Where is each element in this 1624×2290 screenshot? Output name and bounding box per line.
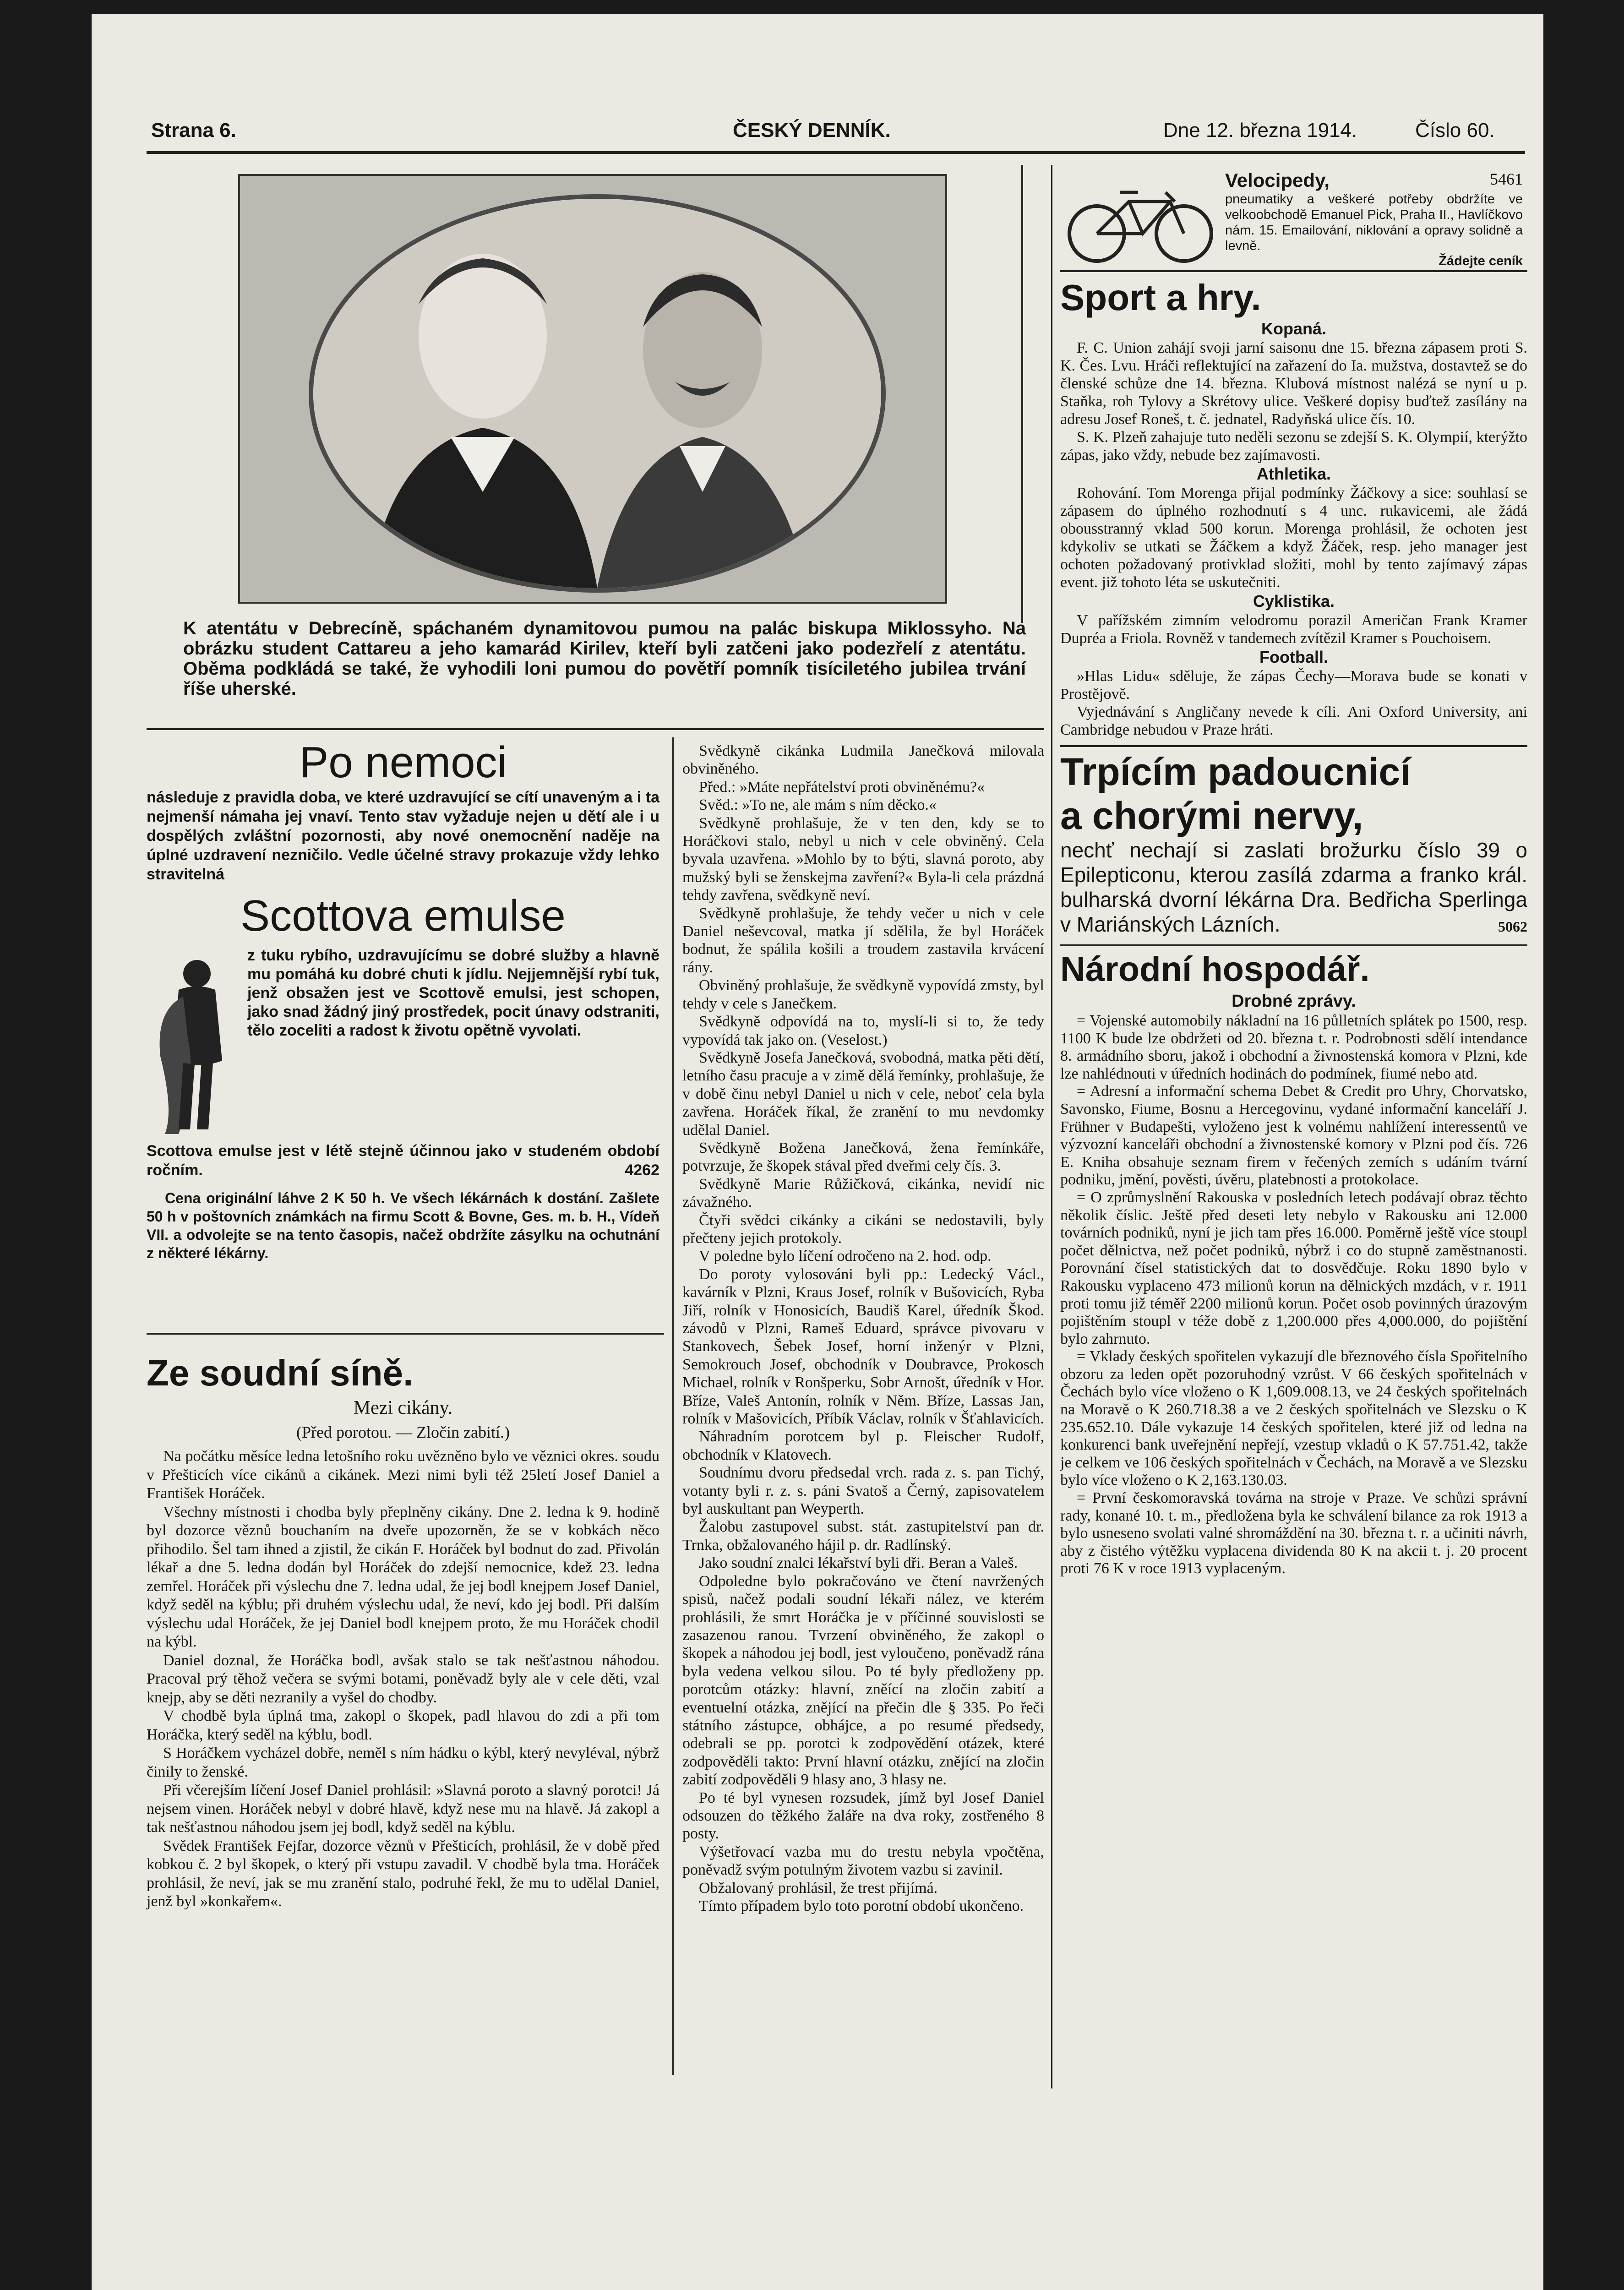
bicycle-ad-cta: Žádejte ceník [1439, 254, 1523, 268]
court-cont-paragraph: Svěd.: »To ne, ale mám s ním děcko.« [699, 796, 937, 814]
sport-heading-kopana: Kopaná. [1261, 319, 1326, 338]
two-men-portrait-image [313, 199, 881, 588]
court-cont-paragraph: Obžalovaný prohlásil, že trest přijímá. [699, 1879, 938, 1897]
court-cont-paragraph: Svědkyně prohlašuje, že tehdy večer u nich v cele Daniel neševcoval, matka jí sdělila, že byl Horáček bodnut, že spálila košili a troudem zastavila krvácení rány. [682, 905, 1044, 976]
court-subtitle: Mezi cikány. [353, 1397, 453, 1418]
court-cont-paragraph: Náhradním porotcem byl p. Fleischer Rudolf, obchodník v Klatovech. [682, 1428, 1044, 1463]
page-number: Strana 6. [151, 119, 236, 142]
ad-nemoc-price: Cena originální láhve 2 K 50 h. Ve všech lékárnách k dostání. Zašlete 50 h v poštovních známkách na firmu Scott & Bovne, Ges. m. b. H., Vídeň VII. a odvolejte se na tento časopis, načež obdržíte zásylku na ochutnání z některé lékárny. [147, 1190, 659, 1261]
court-paragraph: Všechny místnosti i chodba byly přeplněny cikány. Dne 2. ledna k 9. hodině byl dozorce věznů bouchaním na dveře upozorněn, že se v kobkách něco přihodilo. Šel tam ihned a zjistil, že cikán F. Horáček byl bodnut do zad. Přivolán lékař a dne 5. ledna dodán byl Horáček do zdejší nemocnice, kdež 23. ledna zemřel. Horáček při výslechu dne 7. ledna udal, že jej bodl knejpem Josef Daniel, když seděl na kýblu; při druhém výslechu udal, že neví, kdo jej bodl. Při dalším výslechu udal Horáček, že jej Daniel bodl knejpem proto, že mu Horáček chodil na kýbl. [147, 1503, 659, 1650]
court-cont-paragraph: Svědkyně Marie Růžičková, cikánka, nevidí nic závažného. [682, 1175, 1044, 1211]
court-paragraph: S Horáčkem vycházel dobře, neměl s ním hádku o kýbl, který nevyléval, nýbrž činily to ženské. [147, 1745, 659, 1780]
fisherman-cod-icon [147, 946, 238, 1139]
court-cont-paragraph: Svědkyně odpovídá na to, myslí-li si to, že tedy vypovídá tak jako on. (Veselost.) [682, 1013, 1044, 1048]
sport-paragraph: Vyjednávání s Angličany nevede k cíli. Ani Oxford University, ani Cambridge nebudou v Praze hráti. [1060, 703, 1527, 738]
court-paragraph: Svědek František Fejfar, dozorce věznů v Přešticích, prohlásil, že v době před kobkou č. 2 byl škopek, o který při vstupu zavadil. V chodbě byla tma. Horáček prohlásil, že neví, jak se mu zranění stalo, podruhé řekl, že mu to udělal Daniel, jenž byl »konkařem«. [147, 1837, 659, 1910]
ad-po-nemoci [147, 737, 659, 1262]
court-cont-paragraph: Svědkyně prohlašuje, že v ten den, kdy se to Horáčkovi stalo, nebyl u nich v cele obviněný. Cela byvala uzavřena. »Mohlo by to býti, slavná poroto, aby mužský byli se ženskejma zavření?« Byla-li cela prázdná tehdy zavřena, svědkyně neví. [682, 814, 1044, 904]
ad-nemoc-text: následuje z pravidla doba, ve které uzdravující se cítí unaveným a i ta nejmenší námaha jej vnaví. Tento stav vyžaduje nejen u dětí ale i u dospělých zvláštní pozornosti, aby nové onemocnění naděje na úplné uzdravení nezničilo. Vedle účelné stravy prokazuje vždy lehko stravitelná [147, 789, 659, 883]
column-rule-left [672, 737, 674, 2075]
court-cont-paragraph: Svědkyně Josefa Janečková, svobodná, matka pěti dětí, letního času pracuje a v zimě dělá řemínky, prohlašuje, že v době činu nebyl Daniel u nich v cele, neboť cela byla zavřena. Horáček říkal, že zranění to mu nevdomky udělal Daniel. [682, 1049, 1044, 1139]
court-paragraph: Daniel doznal, že Horáčka bodl, avšak stalo se tak nešťastnou náhodou. Pracoval prý těhož večera se svými botami, poněvadž byly ale v cele děti, vzal knejp, aby se děti nezranily a vyšel do chodby. [147, 1652, 659, 1706]
economy-subtitle: Drobné zprávy. [1232, 992, 1356, 1011]
court-cont-paragraph: Tímto případem bylo toto porotní období ukončeno. [699, 1897, 1024, 1914]
court-cont-paragraph: Obviněný prohlašuje, že svědkyně vypovídá zmsty, byl tehdy v cele s Janečkem. [682, 977, 1044, 1012]
epilepsy-ad-title2: a chorými nervy, [1060, 794, 1363, 837]
newspaper-title: ČESKÝ DENNÍK. [733, 119, 891, 142]
issue-number: Číslo 60. [1415, 119, 1495, 142]
court-paragraph: V chodbě byla úplná tma, zakopl o škopek, padl hlavou do zdi a při tom Horáčka, který seděl na kýblu, bodl. [147, 1707, 659, 1743]
court-cont-paragraph: Odpoledne bylo pokračováno ve čtení navržených spisů, načež podali soudní lékaři nález, ve kterém prohlásili, že smrt Horáčka je v příčinné souvislosti se zasazenou ranou. Tvrzení obviněného, že zakopl o škopek a náhodou jej bodl, jest vyloučeno, poněvadž rána byla vedena velkou silou. Po té byly předloženy pp. porotcům otázky: hlavní, zněící na zločin zabití a eventuelní otázka, znějící na přečin dle § 335. Po řeči státního zástupce, obhájce, a po resumé předsedy, odebrali se pp. porotci k zodpovědění otázek, které zodpověděli takto: První hlavní otázku, znějící na zločin zabití zodpověděli 9 hlasy ano, 3 hlasy ne. [682, 1572, 1044, 1788]
court-cont-paragraph: V poledne bylo líčení odročeno na 2. hod. odp. [699, 1248, 992, 1265]
sport-heading-athletika: Athletika. [1256, 464, 1331, 483]
bicycle-ad-code: 5461 [1490, 170, 1523, 188]
court-cont-paragraph: Před.: »Máte nepřátelství proti obviněnému?« [699, 778, 985, 796]
sport-paragraph: F. C. Union zahájí svoji jarní saisonu dne 15. března zápasem proti S. K. Čes. Lvu. Hráči reflektující na zařazení do Ia. mužstva, dostavtež se do členské schůze dne 14. března. Klubová místnost nalézá se nyní u p. Staňka, roh Tylovy a Skrétovy ulice. Veškeré dopisy buďtež zasílány na adresu Josef Roneš, t. č. jednatel, Radyňská ulice čís. 10. [1060, 339, 1527, 428]
sport-athletika-body [1060, 484, 1527, 591]
sport-kopana-body [1060, 339, 1527, 464]
epilepsy-ad [1060, 747, 1527, 935]
bicycle-ad [1060, 160, 1527, 272]
economy-section [1060, 946, 1527, 1578]
epilepsy-ad-text: nechť nechají si zaslati brožurku číslo 39 o Epilepticonu, kterou zasílá zdarma a franko král. bulharská dvorní lékárna Dra. Bedřicha Sperlinga v Mariánských Lázních. [1060, 838, 1527, 936]
court-body [147, 1447, 659, 1911]
photo-rule-vertical [1021, 165, 1023, 623]
bicycle-ad-text: pneumatiky a veškeré potřeby obdržíte ve velkoobchodě Emanuel Pick, Praha II., Havlíčkovo nám. 15. Emailování, niklování a opravy solidně a levně. [1225, 192, 1523, 253]
sport-title: Sport a hry. [1060, 277, 1261, 318]
ad-nemoc-summer [147, 1141, 659, 1180]
court-paragraph: Na počátku měsíce ledna letošního roku uvězněno bylo ve věznici okres. soudu v Přešticích více cikánů a cikánek. Mezi nimi byli též 25letí Josef Daniel a František Horáček. [147, 1448, 659, 1502]
ad-nemoc-title: Po nemoci [299, 738, 507, 787]
sport-paragraph: Rohování. Tom Morenga přijal podmínky Žáčkovy a sice: souhlasí se zápasem do úplného rozhodnutí s 4 unc. rukavicemi, ale žádá obousstranný vklad 500 korun. Morenga prohlásil, že ochoten jest kdykoliv se utkati se Žáčkem a když Žáček, resp. jeho manager jest ochoten požadovaný protivklad složiti, mohl by tento zajímavý zápas event. již tohoto léta se uskutečniti. [1060, 485, 1527, 591]
court-cont-paragraph: Svědkyně cikánka Ludmila Janečková milovala obviněného. [682, 742, 1044, 778]
bicycle-ad-title: Velocipedy, [1225, 169, 1330, 191]
sport-football-body [1060, 667, 1527, 739]
bicycle-icon [1065, 179, 1216, 266]
sport-heading-cyklistika: Cyklistika. [1253, 592, 1335, 611]
court-cont-paragraph: Svědkyně Božena Janečková, žena řemínkáře, potvrzuje, že škopek stával před dveřmi cely čís. 3. [682, 1139, 1044, 1175]
court-cont-paragraph: Soudnímu dvoru předsedal vrch. rada z. s. pan Tichý, votanty byli r. z. s. páni Svatoš a Černý, zapisovatelem byl auskultant pan Weyperth. [682, 1464, 1044, 1518]
economy-paragraph: = Adresní a informační schema Debet & Credit pro Uhry, Chorvatsko, Savonsko, Fiume, Bosnu a Hercegovinu, vydané informační kanceláří J. Frühner v Budapešti, vyloženo jest k volnému nahlížení interessentů ve výzvozní kanceláři obchodní a živnostenské komory v Plzni pod čís. 726 E. Kniha obsahuje seznam firem v řečených zemích s udáním tvární podniku, jmění, pověsti, úvěru, platebnosti a protokolace. [1060, 1083, 1527, 1189]
sport-paragraph: V pařížském zimním velodromu porazil Američan Frank Kramer Dupréa a Friola. Rovněž v tandemech zvítězil Kramer s Pouchoisem. [1060, 612, 1527, 647]
news-photo [238, 174, 947, 604]
economy-paragraph: = První českomoravská továrna na stroje v Praze. Ve schůzi správní rady, konané 10. t. m., předložena byla ke schválení bilance za rok 1913 a bylo usneseno svolati valné shromáždění na 30. března t. r. a učiniti návrh, aby z čistého výtěžku vyplacena dividenda 80 K na akcii t. j. 20 procent proti 76 K v roce 1913 vyplaceným. [1060, 1489, 1527, 1577]
epilepsy-ad-code: 5062 [1498, 918, 1527, 935]
sport-paragraph: S. K. Plzeň zahajuje tuto neděli sezonu se zdejší S. K. Olympií, kterýžto zápas, jako vždy, nebude bez zajímavosti. [1060, 429, 1527, 463]
newspaper-page [92, 14, 1543, 2290]
court-continuation [682, 742, 1044, 1915]
sport-paragraph: »Hlas Lidu« sděluje, že zápas Čechy—Morava bude se konati v Prostějově. [1060, 668, 1527, 703]
court-cont-paragraph: Žalobu zastupovel subst. stát. zastupitelství pan dr. Trnka, obžalovaného hájil p. dr. Radlínský. [682, 1518, 1044, 1554]
ad-nemoc-code: 4262 [625, 1161, 659, 1179]
sport-section [1060, 277, 1527, 739]
issue-date: Dne 12. března 1914. [1163, 119, 1357, 142]
court-cont-paragraph: Čtyři svědci cikánky a cikáni se nedostavili, byly přečteny jejich protokoly. [682, 1211, 1044, 1247]
economy-paragraph: = Vklady českých spořitelen vykazují dle březnového čísla Spořitelního obzoru za leden opět pozoruhodný vzrůst. V 66 českých spořitelnách v Čechách bylo více vloženo o K 1,609.008.13, ve 24 českých spořitelnách na Moravě o K 260.718.38 a ve 2 českých spořitelnách ve Slezsku o K 235.652.10. Dále vykazuje 14 českých spořitelen, které již od ledna na konkurenci bank uveřejnění nepřejí, vzestup vkladů o K 57.751.42, takže je celkem ve 106 českých spořitelnách v Čechách, na Moravě a ve Slezsku bylo více vloženo o K 2,163.130.03. [1060, 1348, 1527, 1489]
portrait-oval [309, 194, 886, 593]
court-cont-paragraph: Do poroty vylosováni byli pp.: Ledecký Václ., kavárník v Plzni, Kraus Josef, rolník v Bušovicích, Ryba Jiří, rolník v Honosicích, Baudiš Karel, úředník Škod. závodů v Plzni, Rameš Eduard, správce pivovaru v Stankovech, Šebek Josef, horní inženýr v Plzni, Semokrouch Josef, obchodník v Doubravce, Prokosch Michael, rolník v Ronšperku, Sobr Arnošt, úředník v Hor. Bříze, Valeš Antonín, rolník v Něm. Bříze, Lassas Jan, rolník v Mašovicích, Příbík Václav, rolník v Šťahlavicích. [682, 1265, 1044, 1428]
economy-paragraph: = O zprůmyslnění Rakouska v posledních letech podávají obraz těchto několik číslic. Ještě před deseti lety nebylo v Rakousku ani 12.000 továrních podniků, nyní je jich tam přes 16.000. Poměrně ještě více stoupl počet dělnictva, než počet podniků, nýbrž i co do stupně zaměstnanosti. Porovnání čísel statistických dat to dosvědčuje. Roku 1890 bylo v Rakousku vyplaceno 473 milionů korun na dělnických mzdách, v r. 1911 proti tomu již téměř 2200 milionů korun. Počet osob povinných úrazovým pojištěním stoupl v téže době z 1,200.000 přes 4,000.000, do pojištění bylo zahrnuto. [1060, 1189, 1527, 1347]
ad-nemoc-bottom-rule [147, 1333, 664, 1335]
header-rule [147, 151, 1525, 154]
epilepsy-ad-title1: Trpícím padoucnicí [1060, 750, 1411, 793]
economy-paragraph: = Vojenské automobily nákladní na 16 půlletních splátek po 1500, resp. 1100 K bude lze obdržeti od 20. března t. r. Podrobnosti sdělí intendance 8. armádního sboru, jakož i obchodní a živnostenská komora v Plzni, kde lze nahlédnouti v úředních hodinách do podmínek, fiumé nebo atd. [1060, 1012, 1527, 1082]
sport-heading-football: Football. [1259, 648, 1328, 666]
court-article [147, 1351, 659, 1911]
ad-nemoc-product: Scottova emulse [240, 891, 566, 940]
court-title: Ze soudní síně. [147, 1352, 414, 1393]
ad-nemoc-body: z tuku rybího, uzdravujícímu se dobré služby a hlavně mu pomáhá ku dobré chuti k jídlu. Nejjemnější rybí tuk, jenž obsažen jest ve Scottově emulsi, jest schopen, jako snad žádný jiný prostředek, pocit únavy odstraniti, tělo zoceliti a radost k životu opětně vyvolati. [247, 947, 659, 1039]
court-cont-paragraph: Výšetřovací vazba mu do trestu nebyla vpočtěna, poněvadž svým potulným životem vazbu si zavinil. [682, 1843, 1044, 1879]
court-cont-paragraph: Jako soudní znalci lékařství byli dři. Beran a Valeš. [699, 1554, 1018, 1572]
court-paragraph: Při včerejším líčení Josef Daniel prohlásil: »Slavná poroto a slavný porotci! Já nejsem vinen. Horáček nebyl v dobré hlavě, když nese mu na hlavě. Já zakopl a tak nešťastnou náhodou jsem jej bodl, když seděl na kýblu. [147, 1782, 659, 1836]
court-cont-paragraph: Po té byl vynesen rozsudek, jímž byl Josef Daniel odsouzen do těžkého žaláře na dva roky, zostřeného 8 posty. [682, 1789, 1044, 1843]
photo-caption: K atentátu v Debrecíně, spáchaném dynamitovou pumou na palác biskupa Miklossyho. Na obrázku student Cattareu a jeho kamarád Kirilev, kteří byli zatčeni jako podezřelí z atentátu. Oběma podkládá se také, že vyhodili loni pumou do povětří pomník tisíciletého jubilea trvání říše uherské. [183, 618, 1026, 699]
sport-cyklistika-body [1060, 611, 1527, 647]
ad-nemoc-summer-text: Scottova emulse jest v létě stejně účinnou jako v studeném období ročním. [147, 1142, 659, 1179]
right-column [1060, 160, 1527, 1578]
caption-rule [147, 728, 1044, 730]
economy-body [1060, 1012, 1527, 1578]
economy-title: Národní hospodář. [1060, 950, 1370, 989]
column-rule-right [1051, 165, 1052, 2088]
court-before: (Před porotou. — Zločin zabití.) [296, 1423, 510, 1441]
